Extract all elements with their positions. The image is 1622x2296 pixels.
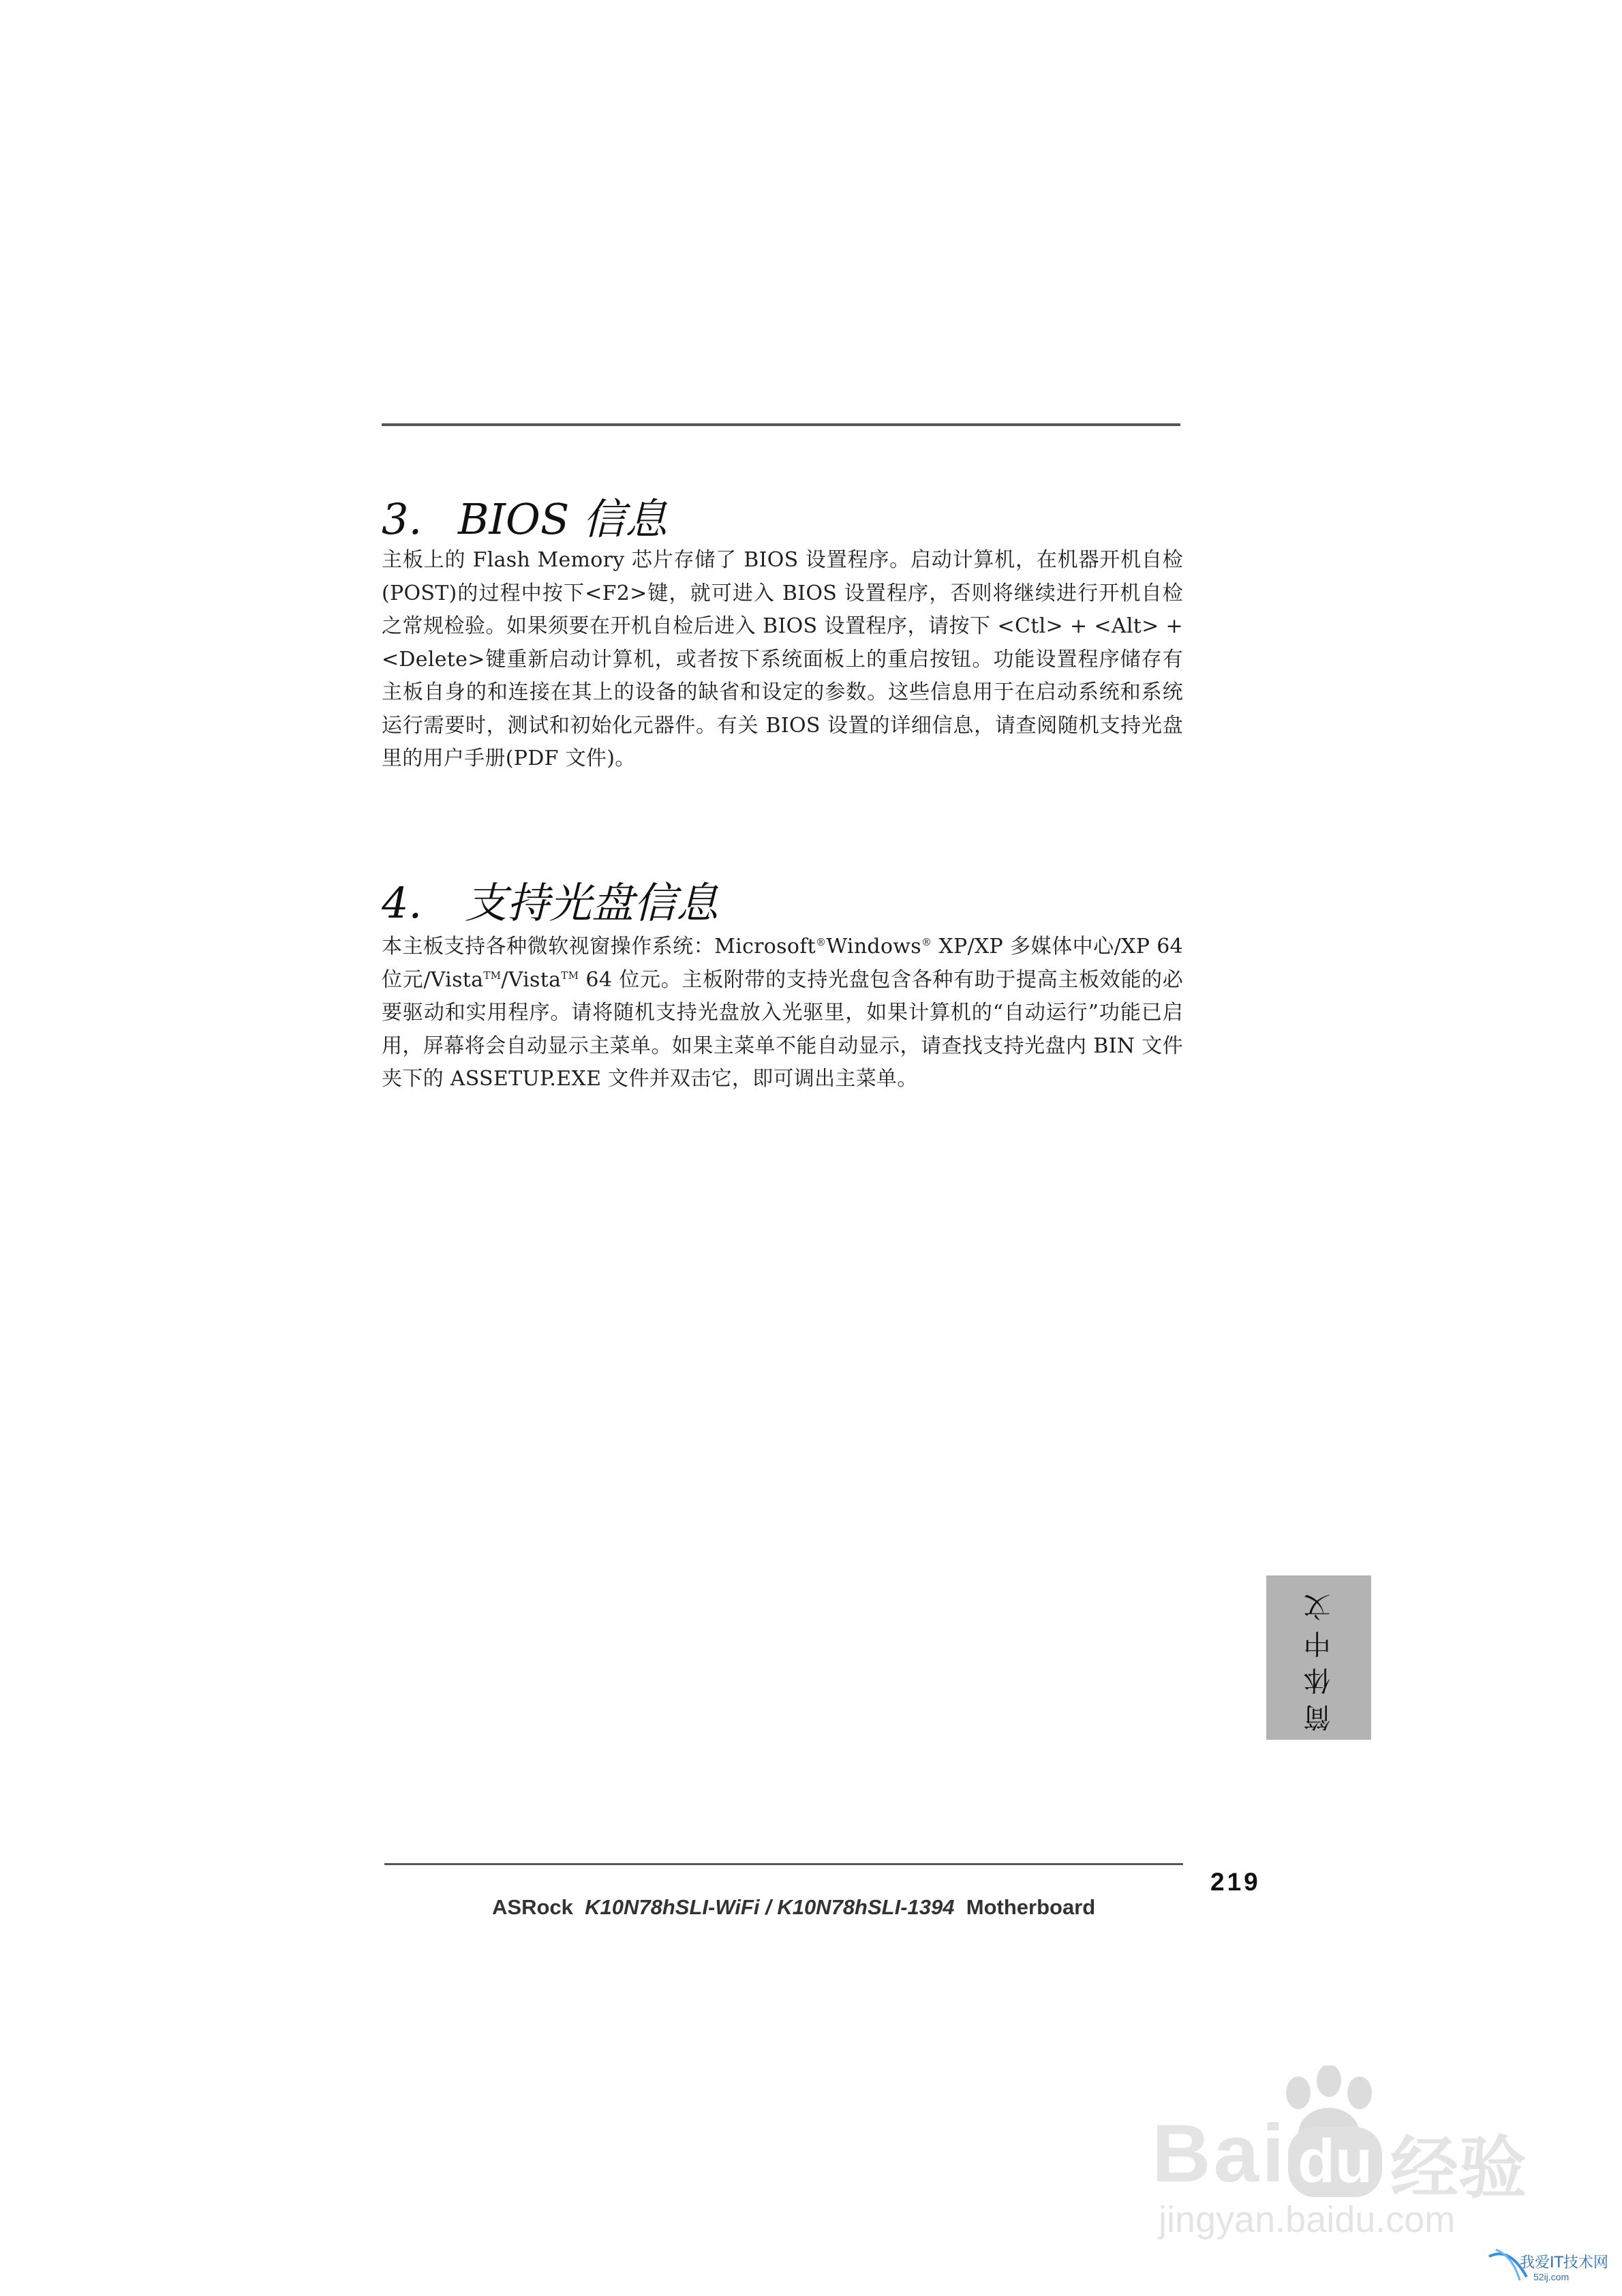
registered-mark: ® (816, 936, 827, 948)
corner-logo-url: 52ij.com (1533, 2271, 1570, 2282)
footer-suffix: Motherboard (966, 1895, 1096, 1919)
footer-rule (384, 1863, 1183, 1865)
top-rule (382, 423, 1180, 426)
section-4-text-1: 本主板支持各种微软视窗操作系统：Microsoft (382, 935, 816, 958)
language-side-tab (1266, 1575, 1371, 1740)
section-3-number: 3. (382, 494, 423, 544)
corner-logo-text: 我爱IT技术网 (1520, 2254, 1608, 2271)
watermark-logo-cn: 经验 (1390, 2128, 1527, 2208)
baidu-watermark (1152, 2066, 1533, 2240)
section-4-body (382, 931, 1183, 1096)
watermark-logo-bai: Bai (1152, 2108, 1287, 2199)
section-3-heading (382, 485, 667, 546)
section-4-text-4: /Vista (501, 967, 562, 992)
section-4-text-5: 64 位元。主板附带的支持光盘包含各种有助于提高主板效能的必要驱动和实用程序。请将随机支持光盘放入光驱里，如果计算机的“自动运行”功能已启用，屏幕将会自动显示主菜单。如果主菜单不能自动显示，请查找支持光盘内 BIN 文件夹下的 ASSETUP.EXE 文件并双击它，即可调出主菜单。 (382, 967, 1184, 1091)
section-4-text-2: Windows (826, 935, 921, 958)
section-4-text-3: XP/XP 多媒体中心/XP 64 位元/Vista (382, 935, 1183, 992)
footer-brand: ASRock (492, 1895, 573, 1919)
watermark-url: jingyan.baidu.com (1159, 2199, 1456, 2240)
corner-site-logo (1486, 2243, 1615, 2291)
language-tab-label: 简体中文 (1303, 1584, 1335, 1732)
trademark-mark: TM (483, 969, 502, 982)
page-number: 219 (1210, 1868, 1261, 1896)
section-3-title: BIOS 信息 (458, 494, 668, 544)
footer-model: K10N78hSLI-WiFi / K10N78hSLI-1394 (585, 1895, 955, 1919)
trademark-mark: TM (561, 969, 579, 982)
section-3-body: 主板上的 Flash Memory 芯片存储了 BIOS 设置程序。启动计算机，在机器开机自检(POST)的过程中按下<F2>键，就可进入 BIOS 设置程序，否则将继续进行开机自检之常规检验。如果须要在开机自检后进入 BIOS 设置程序，请按下 <Ctl> + <Alt> + <Delete>键重新启动计算机，或者按下系统面板上的重启按钮。功能设置程序储存有主板自身的和连接在其上的设备的缺省和设定的参数。这些信息用于在启动系统和系统运行需要时，测试和初始化元器件。有关 BIOS 设置的详细信息，请查阅随机支持光盘里的用户手册(PDF 文件)。 (382, 548, 1183, 770)
section-4-heading (382, 869, 718, 930)
section-4-number: 4. (382, 878, 423, 928)
registered-mark: ® (921, 936, 932, 948)
section-4-title: 支持光盘信息 (465, 878, 719, 928)
footer-caption (492, 1895, 1095, 1920)
watermark-logo-du: du (1288, 2127, 1382, 2197)
